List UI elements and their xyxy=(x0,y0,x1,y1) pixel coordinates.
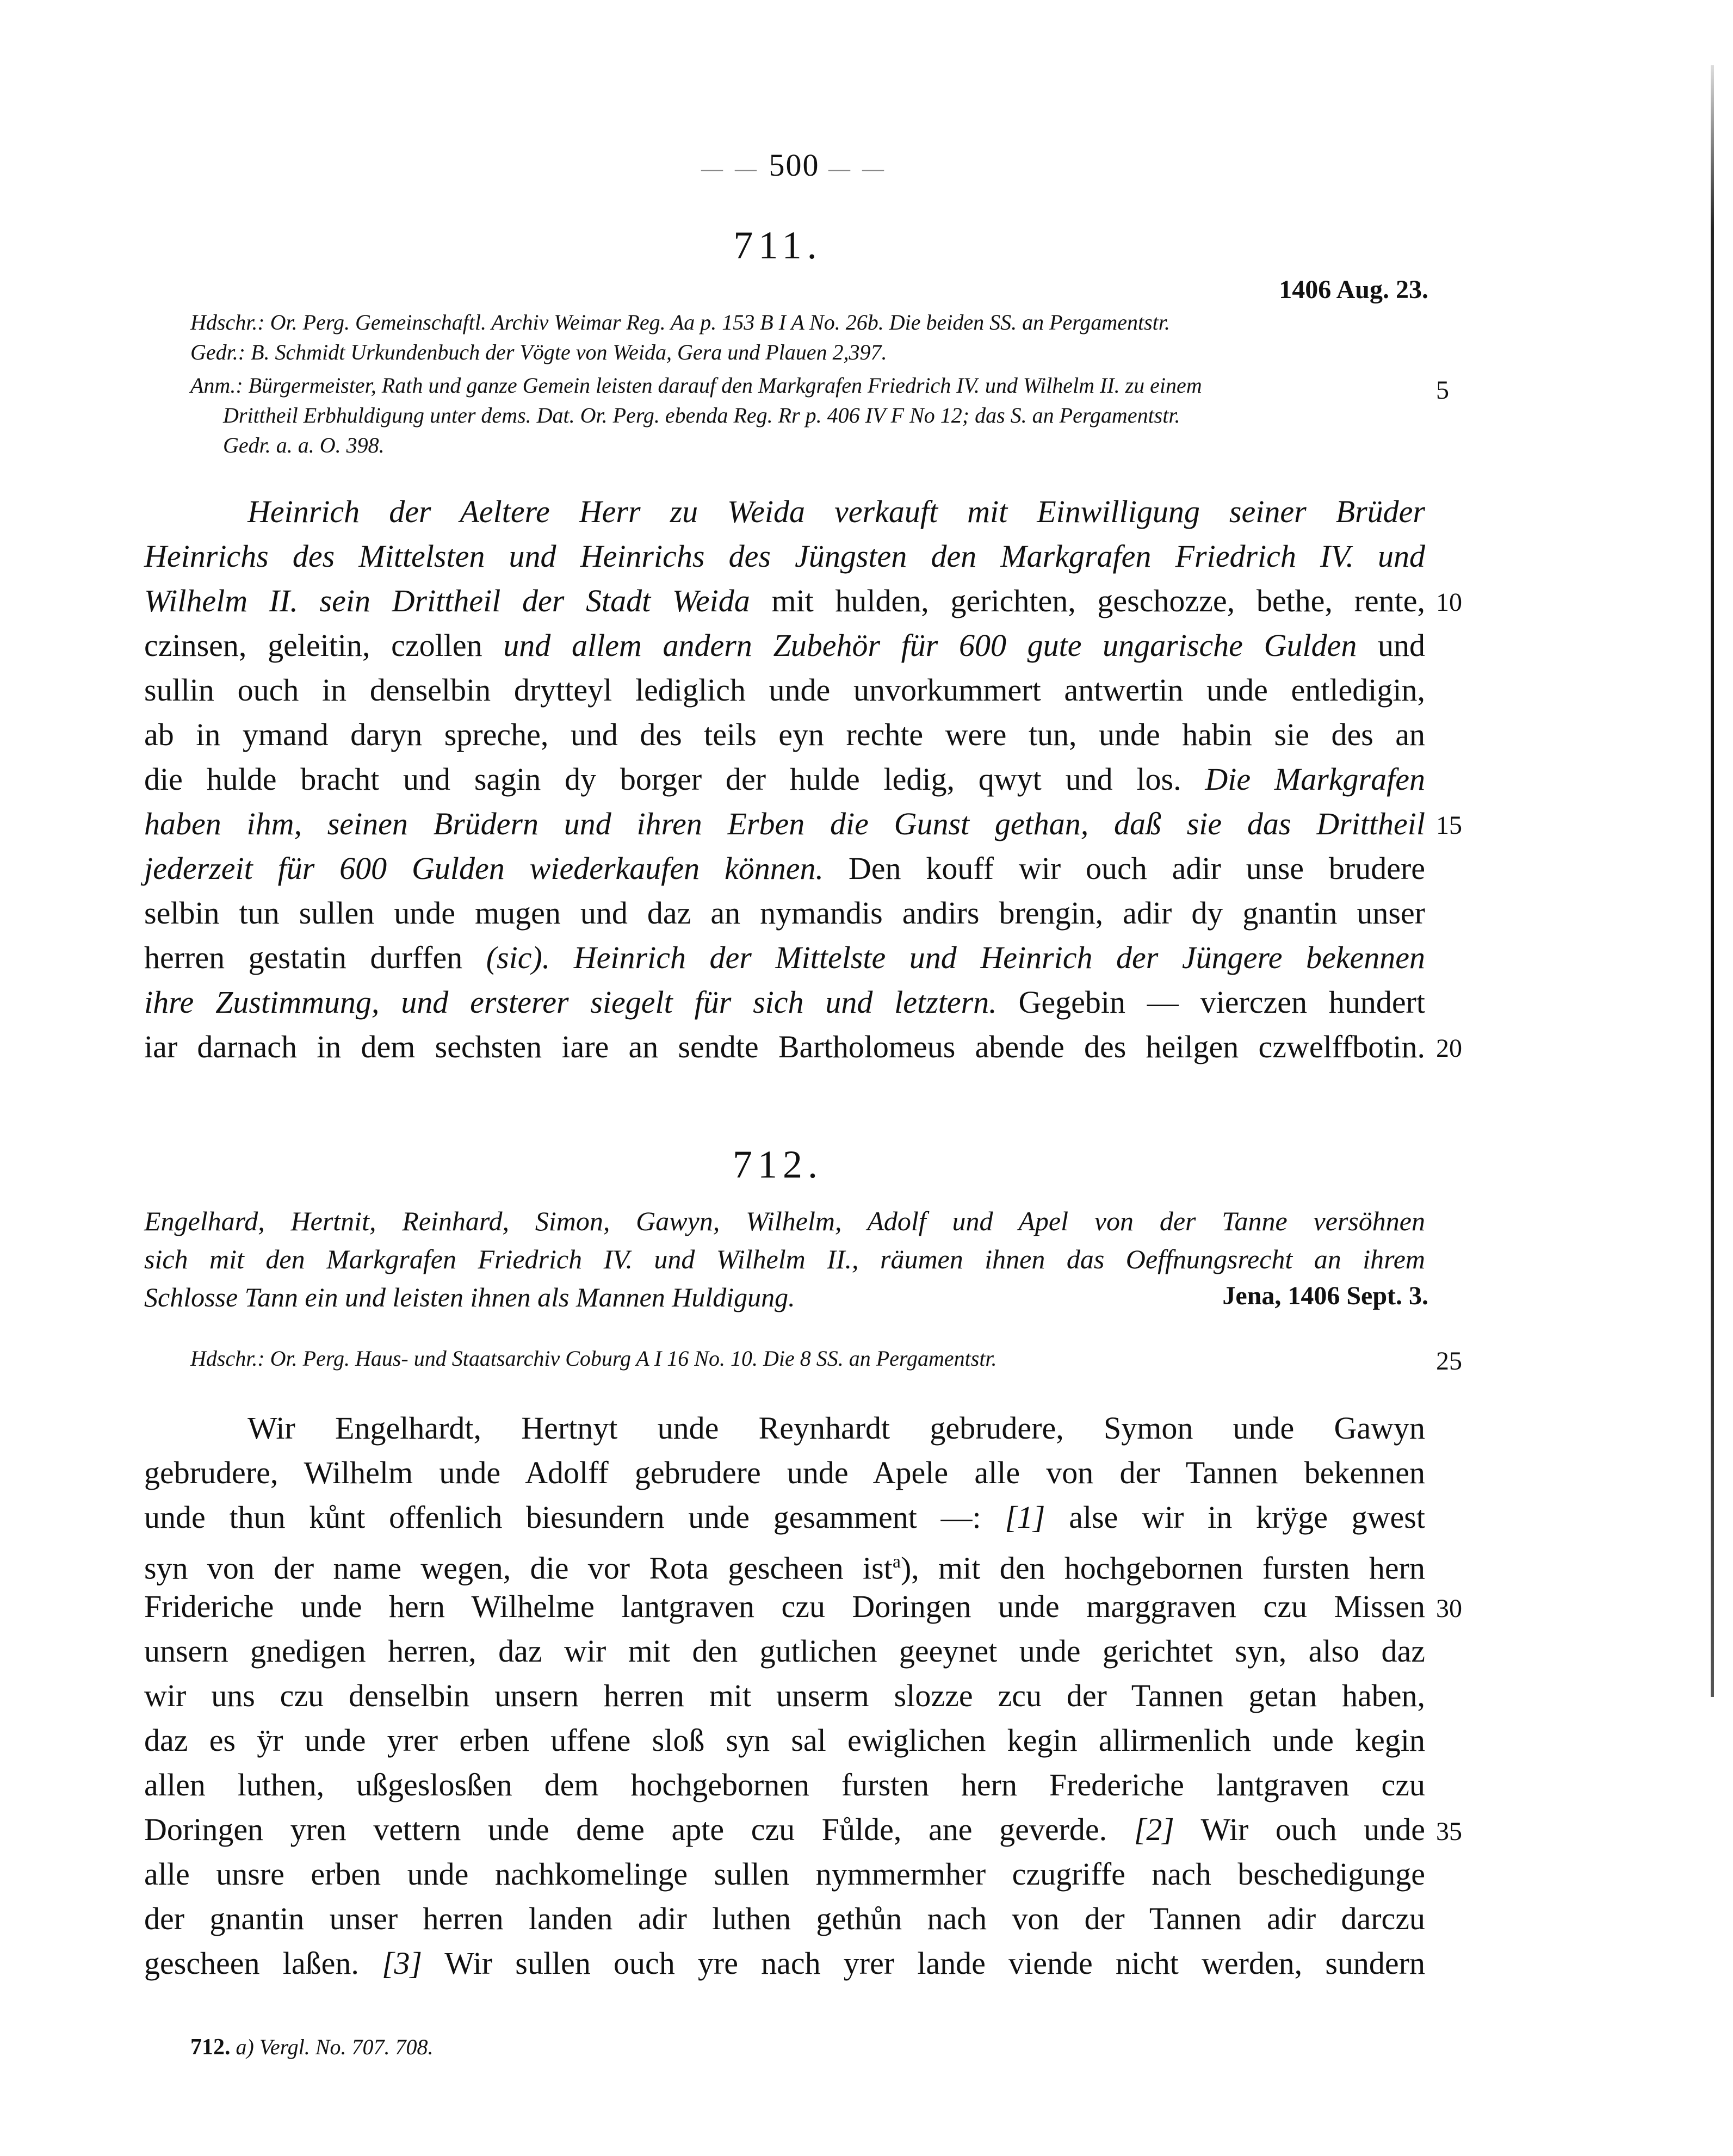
text-span: Wir sullen ouch yre nach yrer lande viende nicht werden, sundern xyxy=(422,1946,1425,1981)
text-span: jederzeit für 600 Gulden wiederkaufen können. xyxy=(144,851,824,886)
text-line: Heinrich der Aeltere Herr zu Weida verkauft mit Einwilligung seiner Brüder xyxy=(247,494,1425,529)
text-line: daz es ÿr unde yrer erben uffene sloß syn sal ewiglichen kegin allirmenlich unde kegin xyxy=(144,1723,1425,1758)
line-number: 15 xyxy=(1436,811,1462,840)
text-line: ab in ymand daryn spreche, und des teils eyn rechte were tun, unde habin sie des an xyxy=(144,717,1425,752)
text-span: [1] xyxy=(1005,1500,1045,1535)
text-line: sullin ouch in denselbin drytteyl lediglich unde unvorkummert antwertin unde entledigin, xyxy=(144,672,1425,708)
text-line xyxy=(144,980,1425,1025)
text-line: wir uns czu denselbin unsern herren mit unserm slozze zcu der Tannen getan haben, xyxy=(144,1678,1425,1713)
text-span: und allem andern Zubehör für 600 gute ungarische Gulden xyxy=(503,628,1357,663)
annotation-line: Gedr. a. a. O. 398. xyxy=(223,433,385,457)
line-number: 10 xyxy=(1436,588,1462,617)
text-line: allen luthen, ußgeslosßen dem hochgebornen fursten hern Frederiche lantgraven czu xyxy=(144,1767,1425,1802)
regest-line: Schlosse Tann ein und leisten ihnen als Mannen Huldigung. xyxy=(144,1282,795,1312)
text-line xyxy=(144,1540,1425,1590)
text-span: ihre Zustimmung, und ersterer siegelt für sich und letztern. xyxy=(144,984,997,1020)
page-edge-shadow xyxy=(1711,65,1714,1697)
text-span: Den kouff wir ouch adir unse brudere xyxy=(823,851,1425,886)
document-place-date-712: Jena, 1406 Sept. 3. xyxy=(1222,1281,1428,1310)
footnote-text: a) Vergl. No. 707. 708. xyxy=(230,2035,434,2059)
text-span: mit hulden, gerichten, geschozze, bethe, rente, xyxy=(750,583,1425,618)
text-span: unde thun kůnt offenlich biesundern unde gesamment —: xyxy=(144,1500,1005,1535)
document-number-712: 712. xyxy=(733,1143,823,1186)
running-header: — — 500 — — xyxy=(701,147,887,183)
apparatus-712 xyxy=(190,1343,1425,1373)
regest-line: Engelhard, Hertnit, Reinhard, Simon, Gawyn, Wilhelm, Adolf und Apel von der Tanne versöhnen xyxy=(144,1206,1425,1236)
text-span: Wilhelm II. sein Drittheil der Stadt Weida xyxy=(144,583,750,618)
text-line xyxy=(144,623,1425,668)
text-line xyxy=(144,846,1425,891)
page-number: 500 xyxy=(769,147,820,183)
text-line: iar darnach in dem sechsten iare an sendte Bartholomeus abende des heilgen czwelffbotin. xyxy=(144,1029,1425,1064)
text-line: der gnantin unser herren landen adir luthen gethůn nach von der Tannen adir darczu xyxy=(144,1901,1425,1936)
text-line xyxy=(144,1941,1425,1986)
text-line xyxy=(144,757,1425,802)
line-number: 5 xyxy=(1436,376,1449,405)
line-number: 35 xyxy=(1436,1817,1462,1846)
document-number-711: 711. xyxy=(733,224,822,267)
line-number: 30 xyxy=(1436,1594,1462,1623)
text-span: (sic). Heinrich der Mittelste und Heinrich der Jüngere bekennen xyxy=(486,940,1425,975)
footnote-marker: a xyxy=(892,1552,901,1572)
text-line: unsern gnedigen herren, daz wir mit den gutlichen geeynet unde gerichtet syn, also daz xyxy=(144,1633,1425,1669)
text-span: gescheen laßen. xyxy=(144,1946,382,1981)
line-number: 20 xyxy=(1436,1034,1462,1063)
print-note: Gedr.: B. Schmidt Urkundenbuch der Vögte von Weida, Gera und Plauen 2,397. xyxy=(190,340,887,364)
text-span: [2] xyxy=(1134,1812,1174,1847)
regest-line: sich mit den Markgrafen Friedrich IV. und Wilhelm II., räumen ihnen das Oeffnungsrecht an ihrem xyxy=(144,1244,1425,1274)
text-span: syn von der name wegen, die vor Rota gescheen ist xyxy=(144,1550,893,1586)
text-line: Wir Engelhardt, Hertnyt unde Reynhardt gebrudere, Symon unde Gawyn xyxy=(247,1410,1425,1446)
footnote-label: 712. xyxy=(190,2035,231,2060)
text-line: Heinrichs des Mittelsten und Heinrichs des Jüngsten den Markgrafen Friedrich IV. und xyxy=(144,538,1425,574)
text-span: ), mit den hochgebornen fursten hern xyxy=(900,1550,1425,1586)
text-line: Frideriche unde hern Wilhelme lantgraven czu Doringen unde marggraven czu Missen xyxy=(144,1589,1425,1624)
text-span: Die Markgrafen xyxy=(1205,761,1425,797)
document-date-711: 1406 Aug. 23. xyxy=(1279,275,1428,304)
line-number: 25 xyxy=(1436,1347,1462,1376)
text-span: herren gestatin durffen xyxy=(144,940,486,975)
text-line: selbin tun sullen unde mugen und daz an nymandis andirs brengin, adir dy gnantin unser xyxy=(144,895,1425,931)
footnote xyxy=(190,2034,433,2060)
text-line xyxy=(144,1807,1425,1852)
text-span: alse wir in krÿge gwest xyxy=(1045,1500,1425,1535)
text-line: alle unsre erben unde nachkomelinge sullen nymmermher czugriffe nach beschedigunge xyxy=(144,1856,1425,1892)
text-span: Wir ouch unde xyxy=(1174,1812,1425,1847)
text-line: gebrudere, Wilhelm unde Adolff gebrudere unde Apele alle von der Tannen bekennen xyxy=(144,1455,1425,1490)
annotation-line: Anm.: Bürgermeister, Rath und ganze Gemein leisten darauf den Markgrafen Friedrich IV. und Wilhelm II. zu einem xyxy=(190,373,1202,398)
manuscript-note: Hdschr.: Or. Perg. Gemeinschaftl. Archiv Weimar Reg. Aa p. 153 B I A No. 26b. Die beiden SS. an Pergamentstr. xyxy=(190,310,1170,334)
text-line xyxy=(144,1495,1425,1540)
text-span: czinsen, geleitin, czollen xyxy=(144,628,504,663)
text-line: haben ihm, seinen Brüdern und ihren Erben die Gunst gethan, daß sie das Drittheil xyxy=(144,806,1425,841)
text-line xyxy=(144,935,1425,980)
apparatus-711 xyxy=(190,307,1425,460)
text-span: Doringen yren vettern unde deme apte czu Fůlde, ane geverde. xyxy=(144,1812,1134,1847)
annotation-line: Drittheil Erbhuldigung unter dems. Dat. Or. Perg. ebenda Reg. Rr p. 406 IV F No 12; das S. an Pergamentstr. xyxy=(223,403,1180,428)
text-span: und xyxy=(1357,628,1426,663)
manuscript-note: Hdschr.: Or. Perg. Haus- und Staatsarchiv Coburg A I 16 No. 10. Die 8 SS. an Pergamentstr. xyxy=(190,1346,997,1371)
text-span: Gegebin — vierczen hundert xyxy=(997,984,1425,1020)
text-span: [3] xyxy=(381,1946,423,1981)
text-span: die hulde bracht und sagin dy borger der hulde ledig, qwyt und los. xyxy=(144,761,1205,797)
text-line xyxy=(144,579,1425,623)
